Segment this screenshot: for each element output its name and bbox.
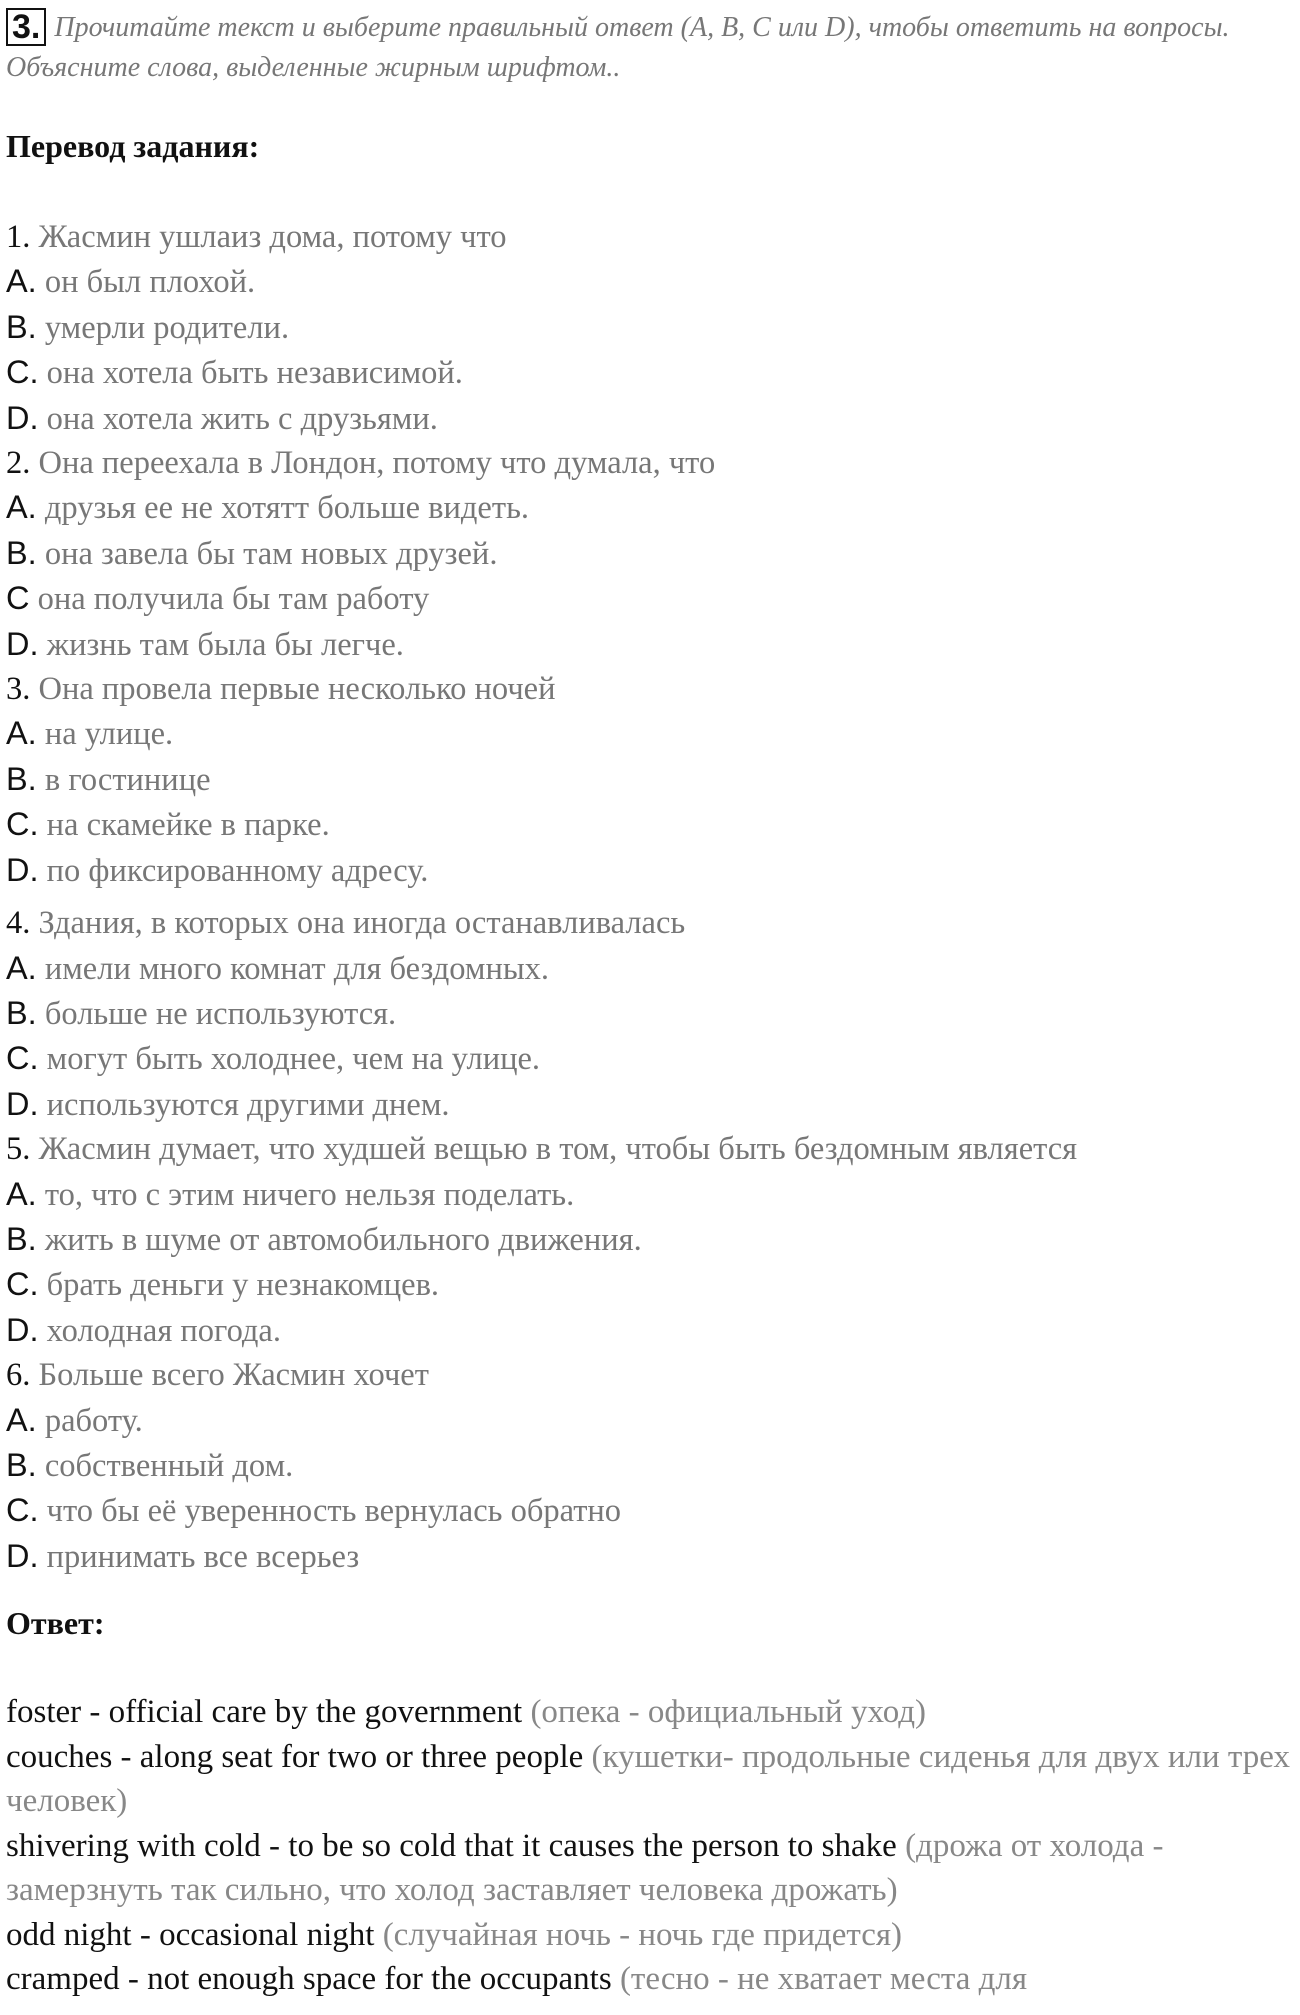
- question-text: Она переехала в Лондон, потому что думала, что: [30, 445, 716, 482]
- option-text: друзья ее не хотятт больше видеть.: [36, 490, 530, 527]
- option-2b: [6, 531, 1296, 576]
- answer-glossary: [6, 1690, 1291, 2002]
- glossary-entry-foster: [6, 1690, 1291, 1735]
- option-text: то, что с этим ничего нельзя поделать.: [36, 1176, 575, 1213]
- glossary-entry-couches: [6, 1735, 1291, 1824]
- option-label: D.: [6, 1537, 39, 1574]
- option-1a: [6, 259, 1296, 304]
- option-label: C.: [6, 1040, 39, 1077]
- option-label: B.: [6, 308, 37, 345]
- option-label: C: [6, 580, 30, 617]
- glossary-term: couches - along seat for two or three people: [6, 1738, 584, 1775]
- question-5: [6, 1127, 1296, 1171]
- option-label: B.: [6, 534, 37, 571]
- option-text: используются другими днем.: [38, 1086, 450, 1123]
- glossary-translation: (дрожа от холода - замерзнуть так сильно, что холод заставляет человека дрожать): [6, 1827, 1164, 1908]
- option-6c: [6, 1488, 1296, 1533]
- option-text: холодная погода.: [38, 1312, 281, 1349]
- translation-heading: Перевод задания:: [6, 128, 260, 164]
- glossary-translation: (кушетки- продольные сиденья для двух или трех человек): [6, 1738, 1290, 1819]
- question-number: 4.: [6, 905, 31, 942]
- question-3: [6, 667, 1296, 711]
- option-label: B.: [6, 1446, 37, 1483]
- option-1b: [6, 305, 1296, 350]
- option-label: D.: [6, 1311, 39, 1348]
- question-2: [6, 441, 1296, 485]
- option-label: A.: [6, 1401, 37, 1438]
- option-text: она завела бы там новых друзей.: [36, 535, 498, 572]
- option-3b: [6, 757, 1296, 802]
- option-label: D.: [6, 1085, 39, 1122]
- option-text: принимать все всерьез: [38, 1538, 360, 1575]
- option-text: она получила бы там работу: [29, 581, 430, 618]
- option-6b: [6, 1443, 1296, 1488]
- option-label: B.: [6, 760, 37, 797]
- question-number: 6.: [6, 1357, 31, 1394]
- option-5a: [6, 1172, 1296, 1217]
- option-label: A.: [6, 263, 37, 300]
- task-header: [6, 8, 1291, 88]
- option-text: брать деньги у незнакомцев.: [38, 1267, 440, 1304]
- option-5d: [6, 1308, 1296, 1353]
- option-5c: [6, 1262, 1296, 1307]
- option-3c: [6, 802, 1296, 847]
- option-text: жизнь там была бы легче.: [38, 626, 404, 663]
- option-text: по фиксированному адресу.: [38, 852, 429, 889]
- option-6a: [6, 1398, 1296, 1443]
- option-1d: [6, 396, 1296, 441]
- option-label: D.: [6, 851, 39, 888]
- glossary-entry-shivering: [6, 1824, 1291, 1913]
- option-text: умерли родители.: [36, 309, 290, 346]
- glossary-term: cramped - not enough space for the occupants: [6, 1961, 612, 1997]
- option-text: собственный дом.: [36, 1447, 294, 1484]
- option-label: C.: [6, 354, 39, 391]
- option-text: работу.: [36, 1402, 143, 1439]
- question-number: 1.: [6, 219, 31, 255]
- option-text: на улице.: [36, 716, 174, 753]
- option-2d: [6, 622, 1296, 667]
- option-5b: [6, 1217, 1296, 1262]
- option-text: она хотела жить с друзьями.: [38, 400, 438, 437]
- option-label: B.: [6, 1220, 37, 1257]
- option-label: B.: [6, 994, 37, 1031]
- question-number: 3.: [6, 671, 31, 708]
- option-6d: [6, 1534, 1296, 1579]
- option-label: D.: [6, 399, 39, 436]
- question-text: Здания, в которых она иногда останавливалась: [30, 905, 686, 942]
- option-text: что бы её уверенность вернулась обратно: [38, 1493, 622, 1530]
- option-text: на скамейке в парке.: [38, 807, 330, 844]
- option-text: больше не используются.: [36, 995, 397, 1032]
- option-4b: [6, 991, 1296, 1036]
- option-label: D.: [6, 625, 39, 662]
- glossary-entry-cramped: [6, 1957, 1291, 2002]
- option-1c: [6, 350, 1296, 395]
- glossary-term: shivering with cold - to be so cold that it causes the person to shake: [6, 1827, 897, 1864]
- question-6: [6, 1353, 1296, 1397]
- question-4: [6, 901, 1296, 945]
- option-3d: [6, 848, 1296, 893]
- option-2a: [6, 485, 1296, 530]
- question-1: [6, 215, 1296, 259]
- glossary-term: odd night - occasional night: [6, 1916, 375, 1953]
- option-2c: [6, 576, 1296, 621]
- question-number: 5.: [6, 1131, 31, 1168]
- question-text: Больше всего Жасмин хочет: [30, 1357, 429, 1394]
- answer-heading: Ответ:: [6, 1605, 105, 1641]
- glossary-translation: (опека - официальный уход): [522, 1694, 927, 1730]
- question-text: Жасмин думает, что худшей вещью в том, чтобы быть бездомным является: [30, 1131, 1078, 1168]
- option-label: C.: [6, 1492, 39, 1529]
- option-text: она хотела быть независимой.: [38, 355, 463, 392]
- option-text: жить в шуме от автомобильного движения.: [36, 1221, 642, 1258]
- option-4c: [6, 1036, 1296, 1081]
- glossary-term: foster - official care by the government: [6, 1694, 523, 1730]
- glossary-translation: (случайная ночь - ночь где придется): [374, 1916, 903, 1953]
- glossary-translation: (тесно - не хватает места для: [611, 1961, 1028, 1997]
- option-4d: [6, 1082, 1296, 1127]
- option-text: могут быть холоднее, чем на улице.: [38, 1041, 541, 1078]
- glossary-entry-odd-night: [6, 1913, 1291, 1958]
- option-text: имели много комнат для бездомных.: [36, 950, 550, 987]
- option-label: A.: [6, 715, 37, 752]
- option-3a: [6, 711, 1296, 756]
- question-number: 2.: [6, 445, 31, 482]
- option-label: A.: [6, 489, 37, 526]
- quiz-translation: [6, 215, 1296, 1579]
- option-label: A.: [6, 949, 37, 986]
- option-text: он был плохой.: [36, 264, 256, 301]
- option-label: C.: [6, 1266, 39, 1303]
- question-text: Она провела первые несколько ночей: [30, 671, 556, 708]
- option-label: C.: [6, 806, 39, 843]
- option-4a: [6, 946, 1296, 991]
- option-label: A.: [6, 1175, 37, 1212]
- task-number: 3.: [6, 8, 46, 46]
- option-text: в гостинице: [36, 761, 211, 798]
- question-text: Жасмин ушлаиз дома, потому что: [30, 219, 507, 255]
- task-instruction: Прочитайте текст и выберите правильный ответ (A, B, C или D), чтобы ответить на вопросы. Объясните слова, выделенные жирным шрифтом..: [6, 12, 1230, 83]
